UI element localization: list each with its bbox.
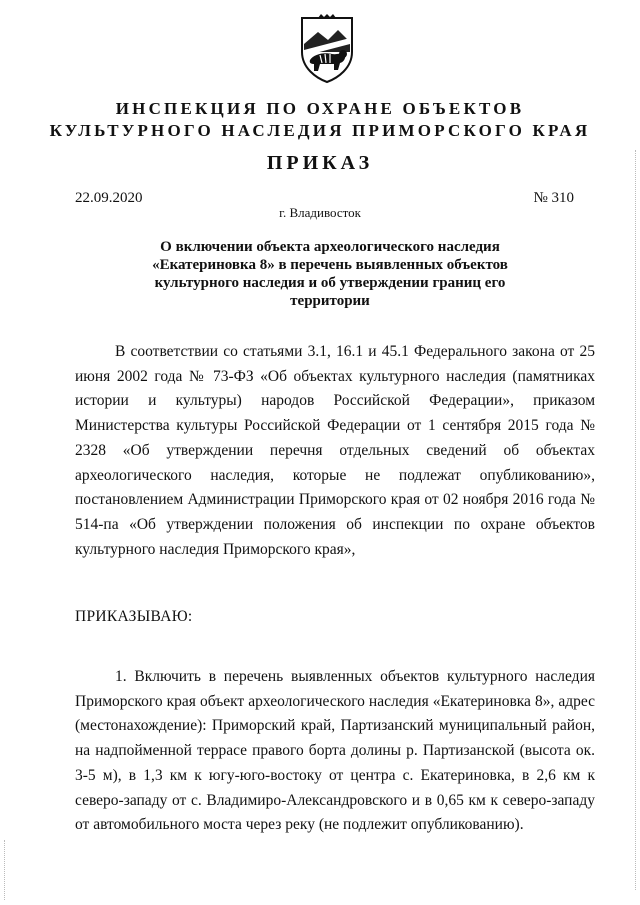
organization-name-line1: ИНСПЕКЦИЯ ПО ОХРАНЕ ОБЪЕКТОВ xyxy=(115,99,525,118)
scan-edge-left xyxy=(4,840,6,900)
document-city: г. Владивосток xyxy=(279,205,361,220)
scan-edge-right xyxy=(634,150,636,890)
document-title: О включении объекта археологического наследия «Екатериновка 8» в перечень выявленных объектов культурного наследия и об утверждении границ его территории xyxy=(152,239,508,309)
order-item-1: 1. Включить в перечень выявленных объектов культурного наследия Приморского края объект археологического наследия «Екатериновка 8», адрес (местонахождение): Приморский край, Партизанский муниципальный район, на надпойменной террасе правого борта долины р. Партизанской (высота ок. 3-5 м), в 1,3 км к югу-юго-востоку от центра с. Екатериновка, в 2,6 км к северо-западу от с. Владимиро-Александровского и в 0,65 км к северо-западу от автомобильного моста через реку (не подлежит опубликованию). xyxy=(75,668,595,834)
document-date: 22.09.2020 xyxy=(75,190,143,206)
document-number: № 310 xyxy=(533,190,574,206)
document-type: ПРИКАЗ xyxy=(266,152,374,174)
preamble-paragraph: В соответствии со статьями 3.1, 16.1 и 45.1 Федерального закона от 25 июня 2002 года № 73-ФЗ «Об объектах культурного наследия (памятниках истории и культуры) народов Российской Федерации», приказом Министерства культуры Российской Федерации от 1 сентября 2015 года № 2328 «Об утверждении перечня отдельных сведений об объектах археологического наследия, которые не подлежат опубликованию», постановлением Администрации Приморского края от 02 ноября 2016 года № 514-па «Об утверждении положения об инспекции по охране объектов культурного наследия Приморского края», xyxy=(75,343,595,558)
organization-name-line2: КУЛЬТУРНОГО НАСЛЕДИЯ ПРИМОРСКОГО КРАЯ xyxy=(49,121,591,140)
order-word: ПРИКАЗЫВАЮ: xyxy=(75,608,193,625)
coat-of-arms-icon xyxy=(298,14,356,84)
